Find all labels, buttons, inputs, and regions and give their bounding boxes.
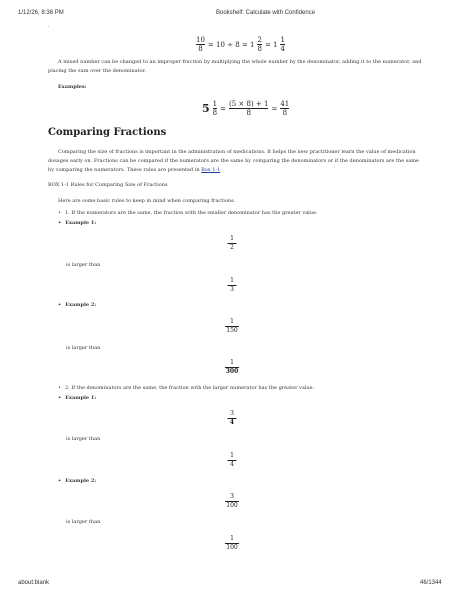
fraction-1-300 <box>225 359 239 376</box>
rule-1-example-1-label: • Example 1: <box>58 219 96 227</box>
equation-text: = 10 ÷ 8 = 1 <box>207 40 255 49</box>
is-larger-than: is larger than <box>66 436 101 442</box>
numerator: 1 <box>230 359 234 366</box>
fraction-3-4 <box>228 410 237 427</box>
numerator: 2 <box>257 36 262 44</box>
denominator: 8 <box>282 109 288 117</box>
denominator: 3 <box>230 286 234 293</box>
numerator: 1 <box>230 235 234 242</box>
denominator: 8 <box>257 45 262 53</box>
paragraph-mixed-number: A mixed number can be changed to an improper fraction by multiplying the whole number by the denominator, adding it to the numerator, and placing the sum over the denominator. <box>48 59 422 74</box>
fraction-41-8 <box>280 100 289 117</box>
fraction-1-4-b <box>228 452 237 469</box>
fraction-2-8 <box>257 36 261 53</box>
whole-number: 5 <box>202 102 210 115</box>
denominator: 100 <box>226 502 238 509</box>
denominator: 4 <box>229 419 235 426</box>
equation-text: = 1 <box>264 40 278 49</box>
rule-2-example-2-label: • Example 2: <box>58 477 96 485</box>
numerator: 10 <box>196 36 205 44</box>
box-intro: Here are some basic rules to keep in mind when comparing fractions. <box>58 198 236 204</box>
fraction-1-150 <box>225 318 239 335</box>
fraction-1-2 <box>228 235 237 252</box>
numerator: 3 <box>230 410 234 417</box>
fraction-10-8 <box>196 36 205 53</box>
denominator: 8 <box>246 109 251 117</box>
fraction-1-8 <box>213 100 217 117</box>
print-url: about:blank <box>18 580 50 586</box>
numerator: 41 <box>280 100 290 108</box>
stray-mark: · <box>48 24 50 30</box>
rule-2: • 2. If the denominators are the same, the fraction with the larger numerator has the greater value. <box>58 384 314 392</box>
denominator: 150 <box>226 327 238 334</box>
numerator: 3 <box>230 493 234 500</box>
print-page-number: 46/1344 <box>420 580 442 586</box>
fraction-1-3 <box>228 277 237 294</box>
numerator: 1 <box>230 277 234 284</box>
box-1-1-link[interactable]: Box 1-1 <box>201 167 221 173</box>
fraction-1-100 <box>225 535 239 552</box>
numerator: 1 <box>230 535 234 542</box>
is-larger-than: is larger than <box>66 519 101 525</box>
denominator: 4 <box>280 45 285 53</box>
is-larger-than: is larger than <box>66 262 101 268</box>
denominator: 300 <box>225 368 239 375</box>
fraction-expression <box>229 100 268 117</box>
fraction-1-4 <box>280 36 284 53</box>
print-datetime: 1/12/26, 8:36 PM <box>18 10 64 16</box>
denominator: 4 <box>230 461 234 468</box>
print-page-title: Bookshelf: Calculate with Confidence <box>216 10 316 16</box>
is-larger-than: is larger than <box>66 345 101 351</box>
numerator: (5 × 8) + 1 <box>229 100 269 108</box>
top-equation <box>196 36 285 53</box>
fraction-3-100 <box>225 493 239 510</box>
section-heading: Comparing Fractions <box>48 127 167 138</box>
denominator: 2 <box>230 244 234 251</box>
rule-1: • 1. If the numerators are the same, the fraction with the smaller denominator has the greater value. <box>58 209 318 217</box>
paragraph-comparing <box>48 148 426 175</box>
denominator: 100 <box>226 544 238 551</box>
numerator: 1 <box>280 36 285 44</box>
equals-sign: = <box>220 104 226 113</box>
numerator: 1 <box>230 318 234 325</box>
numerator: 1 <box>212 100 218 108</box>
paragraph-end: . <box>220 167 222 173</box>
denominator: 8 <box>212 109 218 117</box>
numerator: 1 <box>230 452 234 459</box>
rule-1-example-2-label: • Example 2: <box>58 301 96 309</box>
examples-label: Examples: <box>58 84 87 90</box>
example-equation <box>202 100 289 117</box>
paragraph-text: Comparing the size of fractions is important in the administration of medications. It helps the new practitioner learn the value of medication dosages early on. Fractions can be compared if the numerators are the same by comparing the denominators or if the denominators are the same by comparing the numerators. These rules are presented in <box>48 149 419 173</box>
rule-2-example-1-label: • Example 1: <box>58 394 96 402</box>
box-caption: BOX 1-1 Rules for Comparing Size of Fractions <box>48 182 168 188</box>
denominator: 8 <box>198 45 203 53</box>
equals-sign: = <box>271 104 278 113</box>
